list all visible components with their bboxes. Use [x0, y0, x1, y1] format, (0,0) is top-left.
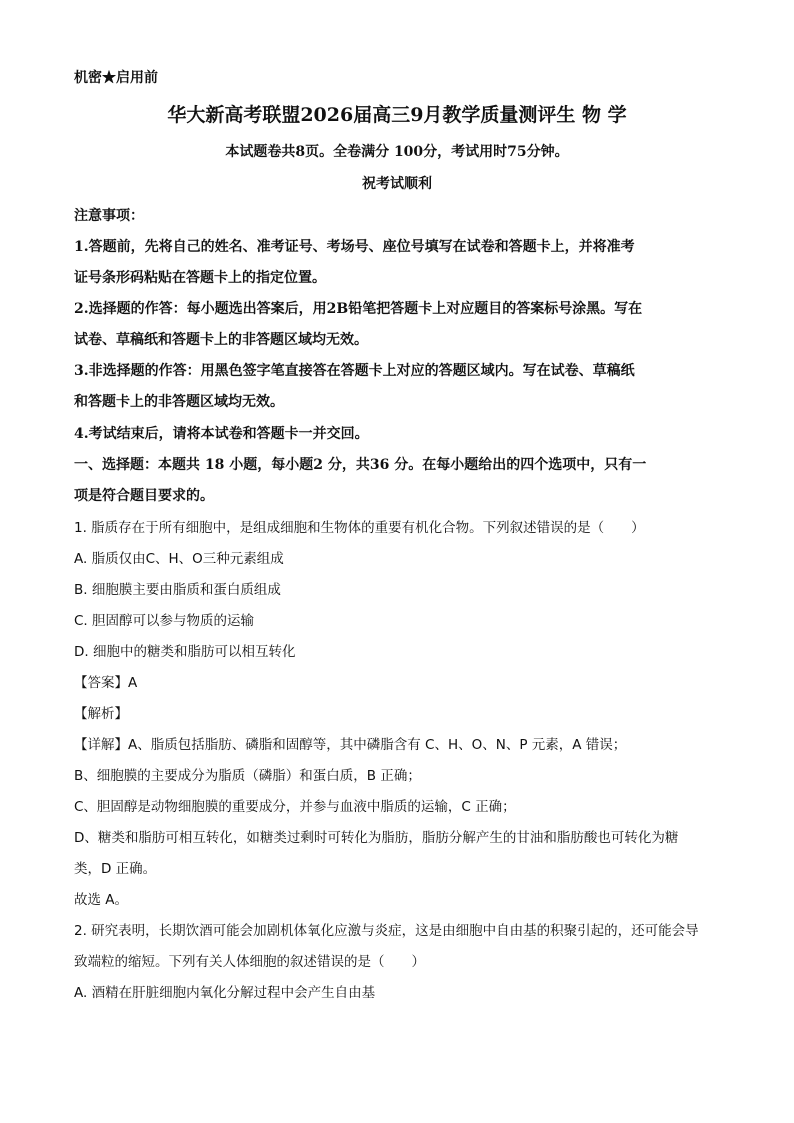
question-1-option: D. 细胞中的糖类和脂肪可以相互转化: [74, 644, 296, 660]
section-heading-cont: 项是符合题目要求的。: [74, 488, 214, 504]
confidential-label: 机密★启用前: [74, 70, 158, 86]
conclusion-line: 故选 A。: [74, 892, 129, 908]
exam-title: 华大新高考联盟2026届高三9月教学质量测评生 物 学: [167, 104, 627, 126]
good-luck-line: 祝考试顺利: [362, 176, 432, 192]
note-line: 证号条形码粘贴在答题卡上的指定位置。: [74, 270, 326, 286]
detail-line: C、胆固醇是动物细胞膜的重要成分，并参与血液中脂质的运输，C 正确；: [74, 799, 516, 815]
question-1-stem: 1. 脂质存在于所有细胞中，是组成细胞和生物体的重要有机化合物。下列叙述错误的是（ ）: [74, 520, 645, 536]
note-line: 3.非选择题的作答：用黑色签字笔直接答在答题卡上对应的答题区域内。写在试卷、草稿纸: [74, 363, 635, 379]
notes-heading: 注意事项：: [74, 208, 144, 224]
question-1-option: B. 细胞膜主要由脂质和蛋白质组成: [74, 582, 281, 598]
detail-line: D、糖类和脂肪可相互转化，如糖类过剩时可转化为脂肪，脂肪分解产生的甘油和脂肪酸也可转化为糖: [74, 830, 679, 846]
question-2-stem: 2. 研究表明，长期饮酒可能会加剧机体氧化应激与炎症，这是由细胞中自由基的积聚引起的，还可能会导: [74, 923, 699, 939]
section-heading: 一、选择题：本题共 18 小题，每小题2 分，共36 分。在每小题给出的四个选项中，只有一: [74, 457, 647, 473]
note-line: 和答题卡上的非答题区域均无效。: [74, 394, 284, 410]
detail-line: B、细胞膜的主要成分为脂质（磷脂）和蛋白质，B 正确；: [74, 768, 421, 784]
note-line: 4.考试结束后，请将本试卷和答题卡一并交回。: [74, 426, 369, 442]
detail-line: 【详解】A、脂质包括脂肪、磷脂和固醇等，其中磷脂含有 C、H、O、N、P 元素，A 错误；: [74, 737, 627, 753]
question-2-stem-cont: 致端粒的缩短。下列有关人体细胞的叙述错误的是（ ）: [74, 954, 425, 970]
question-1-option: C. 胆固醇可以参与物质的运输: [74, 613, 255, 629]
note-line: 1.答题前，先将自己的姓名、准考证号、考场号、座位号填写在试卷和答题卡上，并将准考: [74, 239, 635, 255]
analysis-label: 【解析】: [74, 706, 128, 722]
note-line: 2.选择题的作答：每小题选出答案后，用2B铅笔把答题卡上对应题目的答案标号涂黑。写在: [74, 301, 643, 317]
detail-line: 类，D 正确。: [74, 861, 157, 877]
question-1-option: A. 脂质仅由C、H、O三种元素组成: [74, 551, 284, 567]
question-2-option: A. 酒精在肝脏细胞内氧化分解过程中会产生自由基: [74, 985, 376, 1001]
answer-label: 【答案】A: [74, 675, 138, 691]
exam-info: 本试题卷共8页。全卷满分 100分，考试用时75分钟。: [225, 144, 569, 160]
note-line: 试卷、草稿纸和答题卡上的非答题区域均无效。: [74, 332, 368, 348]
